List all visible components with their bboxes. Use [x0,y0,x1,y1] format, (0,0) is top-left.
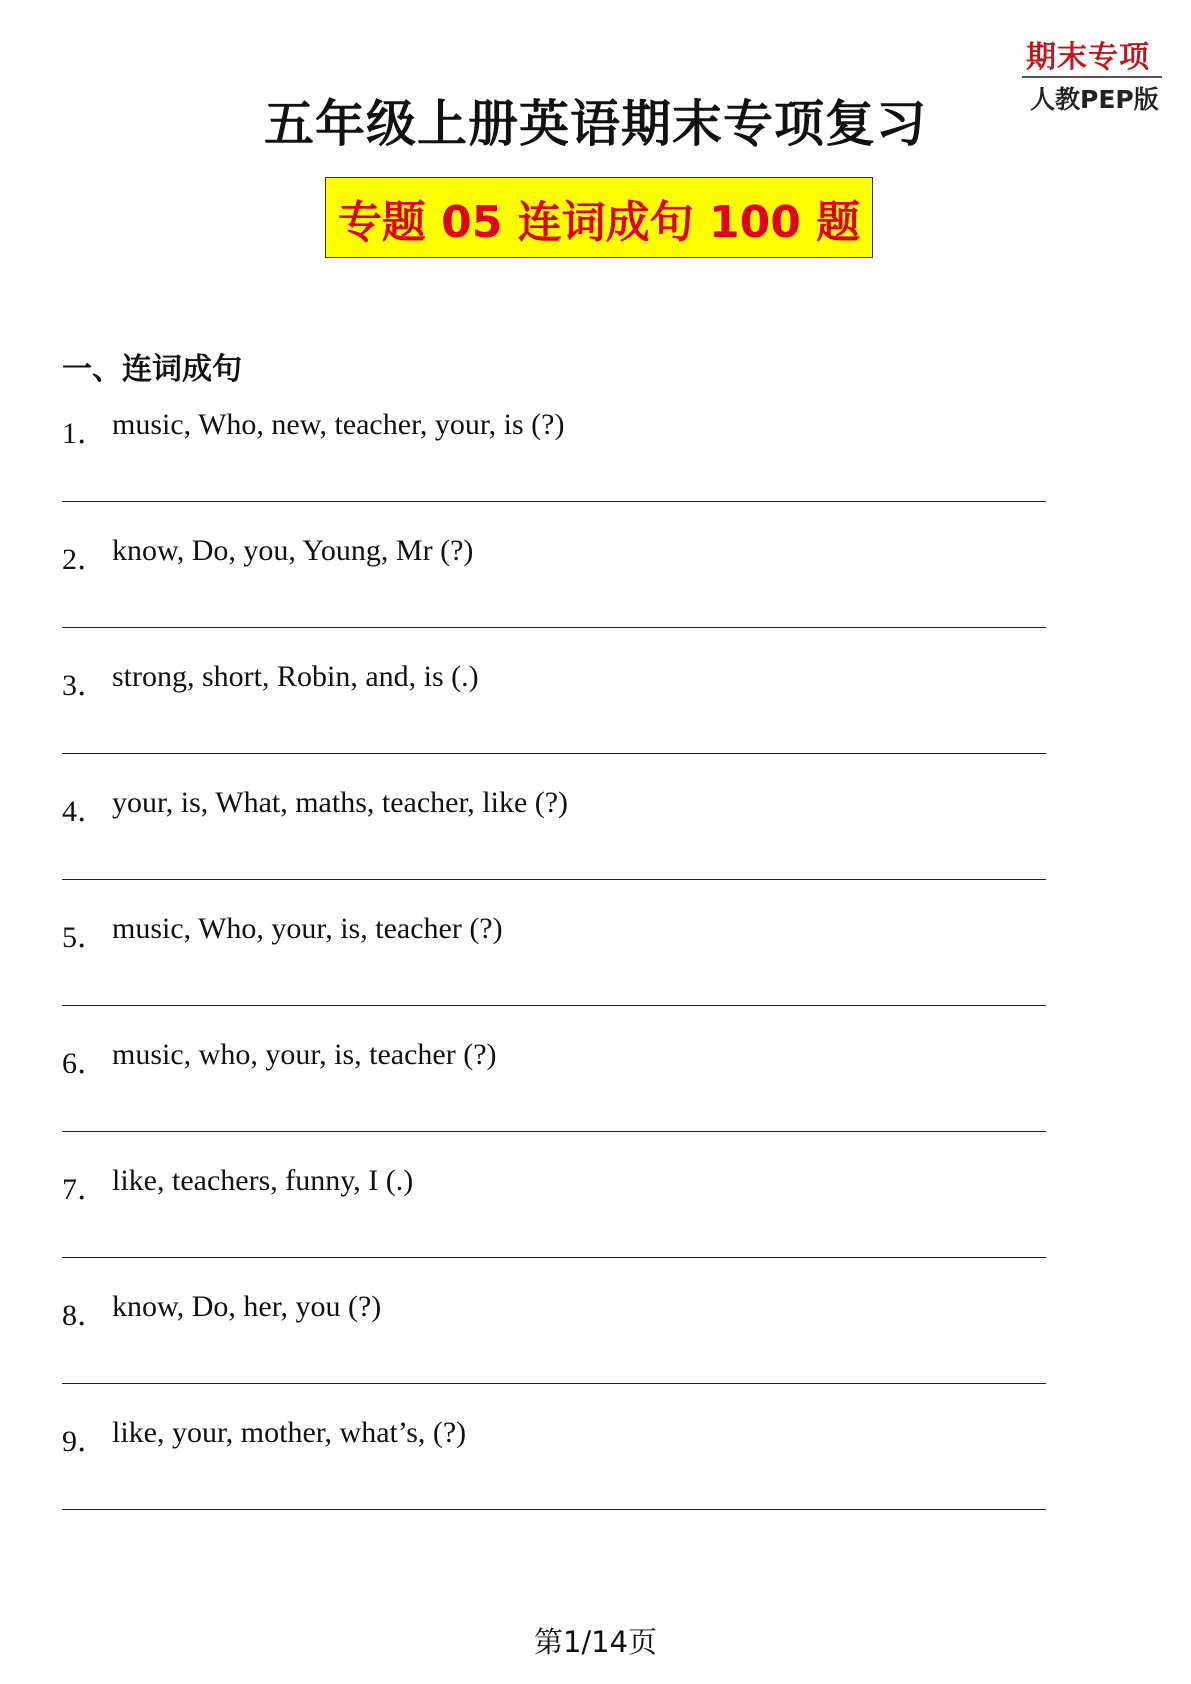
question-prompt: music, who, your, is, teacher (?) [112,1038,497,1071]
question-prompt: music, Who, your, is, teacher (?) [112,912,503,945]
answer-line[interactable] [62,1509,1046,1510]
question-item [62,1286,1046,1412]
question-number: 6． [62,1047,107,1080]
answer-line[interactable] [62,753,1046,754]
question-item [62,908,1046,1034]
question-prompt: like, teachers, funny, I (.) [112,1164,414,1197]
section-heading: 一、连词成句 [62,352,242,387]
question-number: 1． [62,417,107,450]
question-item [62,1034,1046,1160]
topic-banner-text: 专题 05 连词成句 100 题 [337,196,861,248]
answer-line[interactable] [62,1131,1046,1132]
question-number: 3． [62,669,107,702]
page-number: 第1/14页 [533,1625,658,1659]
question-number: 8． [62,1299,107,1332]
question-prompt: your, is, What, maths, teacher, like (?) [112,786,569,819]
question-item [62,530,1046,656]
question-number: 2． [62,543,107,576]
question-prompt: like, your, mother, what’s, (?) [112,1416,467,1449]
answer-line[interactable] [62,1005,1046,1006]
question-prompt: strong, short, Robin, and, is (.) [112,660,479,693]
answer-line[interactable] [62,1383,1046,1384]
question-number: 4． [62,795,107,828]
stamp-title: 期末专项 [1026,40,1150,75]
question-item [62,1160,1046,1286]
question-item [62,404,1046,530]
question-number: 7． [62,1173,107,1206]
page-title: 五年级上册英语期末专项复习 [264,95,927,153]
answer-line[interactable] [62,501,1046,502]
answer-line[interactable] [62,879,1046,880]
question-number: 5． [62,921,107,954]
stamp-edition: 人教PEP版 [1030,85,1159,114]
question-prompt: music, Who, new, teacher, your, is (?) [112,408,565,441]
question-prompt: know, Do, you, Young, Mr (?) [112,534,474,567]
answer-line[interactable] [62,1257,1046,1258]
question-list [62,404,1046,1538]
question-item [62,1412,1046,1538]
topic-banner [325,177,873,258]
question-prompt: know, Do, her, you (?) [112,1290,382,1323]
stamp-divider [1022,76,1162,78]
question-item [62,782,1046,908]
question-number: 9． [62,1425,107,1458]
answer-line[interactable] [62,627,1046,628]
question-item [62,656,1046,782]
